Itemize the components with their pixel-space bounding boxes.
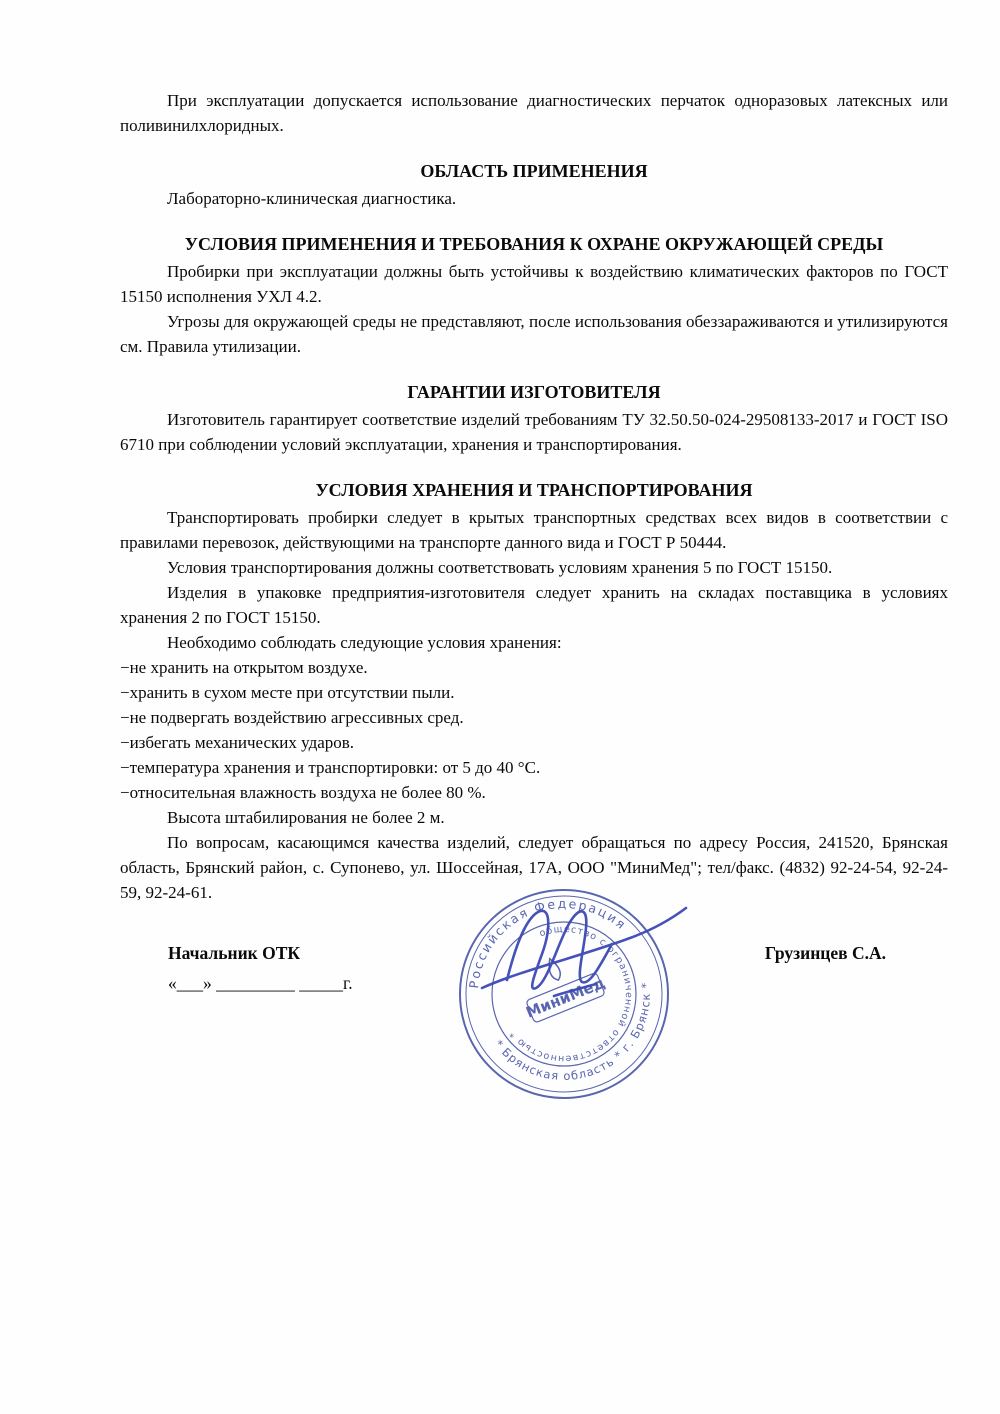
paragraph: Изготовитель гарантирует соответствие изделий требованиям ТУ 32.50.50-024-29508133-2017 и ГОСТ ISO 6710 при соблюдении условий эксплуатации, хранения и транспортирования.: [120, 410, 948, 454]
stamp-center-text: МиниМед: [523, 973, 608, 1022]
paragraph: Изделия в упаковке предприятия-изготовителя следует хранить на складах поставщика в условиях хранения 2 по ГОСТ 15150.: [120, 583, 948, 627]
storage-condition-item: −температура хранения и транспортировки: от 5 до 40 °С.: [120, 758, 541, 777]
paragraph: Высота штабилирования не более 2 м.: [167, 808, 445, 827]
paragraph: По вопросам, касающимся качества изделий, следует обращаться по адресу Россия, 241520, Брянская область, Брянский район, с. Супонево, ул. Шоссейная, 17А, ООО "МиниМед"; тел/факс. (4832) 92-24-54, 92-24-59, 92-24-61.: [120, 833, 948, 902]
stamp-ring-inner-text: общество с ограниченной ответственностью *: [507, 923, 635, 1065]
signature-left: [120, 938, 353, 998]
intro-paragraph: При эксплуатации допускается использование диагностических перчаток одноразовых латексных или поливинилхлоридных.: [120, 91, 948, 135]
heading-usage-conditions: УСЛОВИЯ ПРИМЕНЕНИЯ И ТРЕБОВАНИЯ К ОХРАНЕ ОКРУЖАЮЩЕЙ СРЕДЫ: [184, 234, 884, 254]
storage-condition-item: −не подвергать воздействию агрессивных сред.: [120, 708, 464, 727]
paragraph: Угрозы для окружающей среды не представляют, после использования обеззараживаются и утилизируются см. Правила утилизации.: [120, 312, 948, 356]
storage-condition-item: −не хранить на открытом воздухе.: [120, 658, 368, 677]
stamp-ring-top-text: Российская Федерация: [466, 895, 630, 990]
paragraph: Пробирки при эксплуатации должны быть устойчивы к воздействию климатических факторов по ГОСТ 15150 исполнения УХЛ 4.2.: [120, 262, 948, 306]
stamp-ring-bottom-text: * Брянская область * г. Брянск *: [491, 980, 654, 1084]
paragraph: Транспортировать пробирки следует в крытых транспортных средствах всех видов в соответствии с правилами перевозок, действующими на транспорте данного вида и ГОСТ Р 50444.: [120, 508, 948, 552]
signer-name: Грузинцев С.А.: [764, 943, 886, 963]
heading-manufacturer-warranty: ГАРАНТИИ ИЗГОТОВИТЕЛЯ: [407, 382, 661, 402]
heading-application-area: ОБЛАСТЬ ПРИМЕНЕНИЯ: [420, 161, 648, 181]
handwritten-signature: [462, 892, 702, 1022]
paragraph: Лабораторно-клиническая диагностика.: [167, 189, 457, 208]
storage-condition-item: −хранить в сухом месте при отсутствии пыли.: [120, 683, 455, 702]
date-placeholder-line: «___» _________ _____г.: [168, 973, 353, 993]
signer-role: Начальник ОТК: [168, 943, 301, 963]
paragraph: Необходимо соблюдать следующие условия хранения:: [167, 633, 562, 652]
storage-condition-item: −избегать механических ударов.: [120, 733, 355, 752]
storage-condition-item: −относительная влажность воздуха не более 80 %.: [120, 783, 486, 802]
paragraph: Условия транспортирования должны соответствовать условиям хранения 5 по ГОСТ 15150.: [167, 558, 833, 577]
document-body: [120, 88, 948, 905]
heading-storage-transport: УСЛОВИЯ ХРАНЕНИЯ И ТРАНСПОРТИРОВАНИЯ: [315, 480, 753, 500]
